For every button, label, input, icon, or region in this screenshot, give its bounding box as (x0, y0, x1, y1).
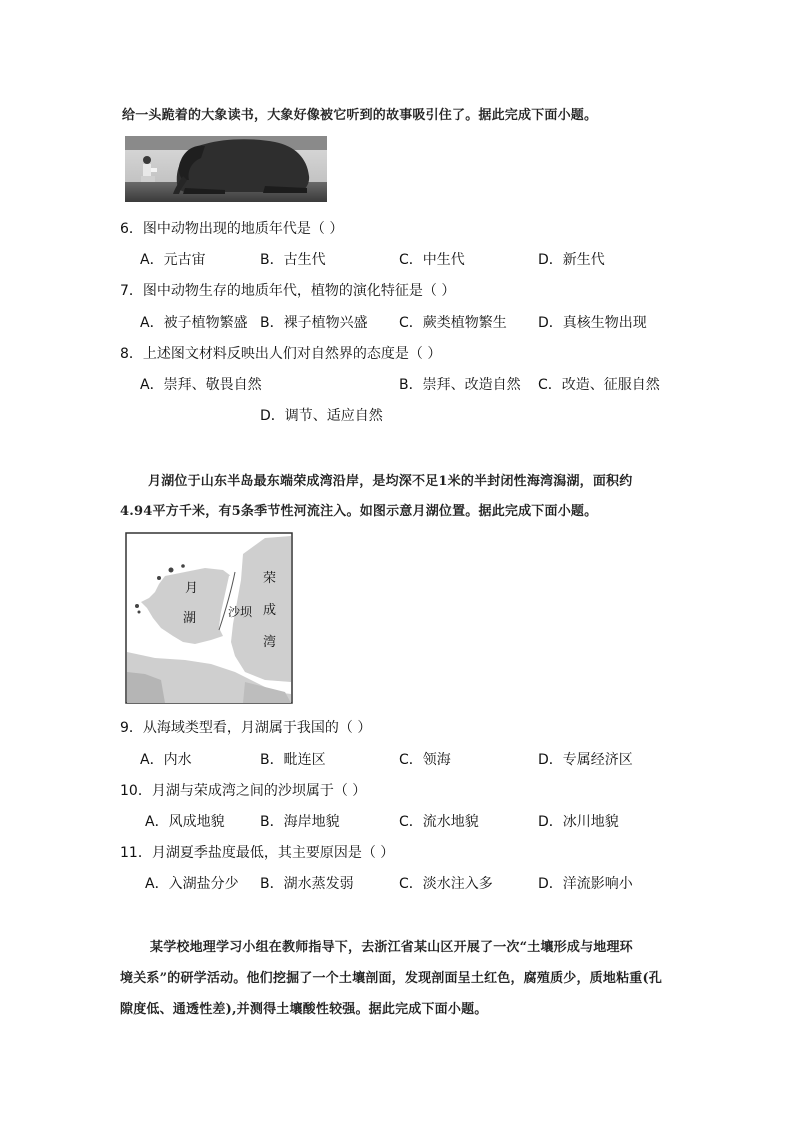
map-label-shaba: 沙坝 (228, 605, 253, 619)
question-6-option-c[interactable]: C．中生代 (399, 252, 465, 268)
elephant-photo (125, 136, 327, 202)
question-6-stem: 6．图中动物出现的地质年代是（ ） (120, 221, 344, 237)
map-label-cheng: 成 (263, 603, 277, 618)
moon-lake-map (125, 532, 293, 704)
question-10-option-b[interactable]: B．海岸地貌 (260, 814, 340, 830)
question-9-stem: 9．从海域类型看，月湖属于我国的（ ） (120, 720, 372, 736)
question-9-option-d[interactable]: D．专属经济区 (538, 752, 633, 768)
map-label-yue: 月 (185, 581, 199, 596)
passage-soil-line2: 境关系”的研学活动。他们挖掘了一个土壤剖面，发现剖面呈土红色，腐殖质少，质地粘重(孔 (120, 971, 663, 986)
question-7-stem: 7．图中动物生存的地质年代，植物的演化特征是（ ） (120, 283, 456, 299)
question-6-option-d[interactable]: D．新生代 (538, 252, 605, 268)
question-10-option-c[interactable]: C．流水地貌 (399, 814, 479, 830)
elephant-photo-svg (125, 136, 327, 202)
question-7-option-c[interactable]: C．蕨类植物繁生 (399, 315, 507, 331)
passage-soil-line1: 某学校地理学习小组在教师指导下，去浙江省某山区开展了一次“土壤形成与地理环 (150, 940, 633, 955)
passage-moon-lake-line2: 4.94平方千米，有5条季节性河流注入。如图示意月湖位置。据此完成下面小题。 (120, 504, 598, 519)
question-10-option-d[interactable]: D．冰川地貌 (538, 814, 619, 830)
question-8-option-b[interactable]: B．崇拜、改造自然 (399, 377, 521, 393)
question-9-option-c[interactable]: C．领海 (399, 752, 451, 768)
question-11-stem: 11．月湖夏季盐度最低，其主要原因是（ ） (120, 845, 395, 861)
question-11-option-b[interactable]: B．湖水蒸发弱 (260, 876, 354, 892)
question-9-option-a[interactable]: A．内水 (140, 752, 192, 768)
question-11-option-a[interactable]: A．入湖盐分少 (145, 876, 239, 892)
question-10-option-a[interactable]: A．风成地貌 (145, 814, 225, 830)
passage-soil-line3: 隙度低、通透性差),并测得土壤酸性较强。据此完成下面小题。 (120, 1002, 488, 1017)
question-8-option-d[interactable]: D．调节、适应自然 (260, 408, 383, 424)
passage-moon-lake-line1: 月湖位于山东半岛最东端荣成湾沿岸，是均深不足1米的半封闭性海湾潟湖，面积约 (148, 474, 633, 489)
question-8-option-a[interactable]: A．崇拜、敬畏自然 (140, 377, 262, 393)
map-label-rong: 荣 (263, 571, 277, 586)
question-8-stem: 8．上述图文材料反映出人们对自然界的态度是（ ） (120, 346, 442, 362)
moon-lake-map-svg (125, 532, 293, 704)
map-label-wan: 湾 (263, 635, 277, 650)
map-label-hu: 湖 (183, 611, 197, 626)
question-11-option-c[interactable]: C．淡水注入多 (399, 876, 493, 892)
question-6-option-b[interactable]: B．古生代 (260, 252, 326, 268)
question-11-option-d[interactable]: D．洋流影响小 (538, 876, 633, 892)
question-10-stem: 10．月湖与荣成湾之间的沙坝属于（ ） (120, 783, 367, 799)
question-6-option-a[interactable]: A．元古宙 (140, 252, 206, 268)
question-8-option-c[interactable]: C．改造、征服自然 (538, 377, 660, 393)
question-7-option-a[interactable]: A．被子植物繁盛 (140, 315, 248, 331)
question-9-option-b[interactable]: B．毗连区 (260, 752, 326, 768)
question-7-option-d[interactable]: D．真核生物出现 (538, 315, 647, 331)
passage-elephant: 给一头跪着的大象读书，大象好像被它听到的故事吸引住了。据此完成下面小题。 (122, 108, 598, 123)
question-7-option-b[interactable]: B．裸子植物兴盛 (260, 315, 368, 331)
